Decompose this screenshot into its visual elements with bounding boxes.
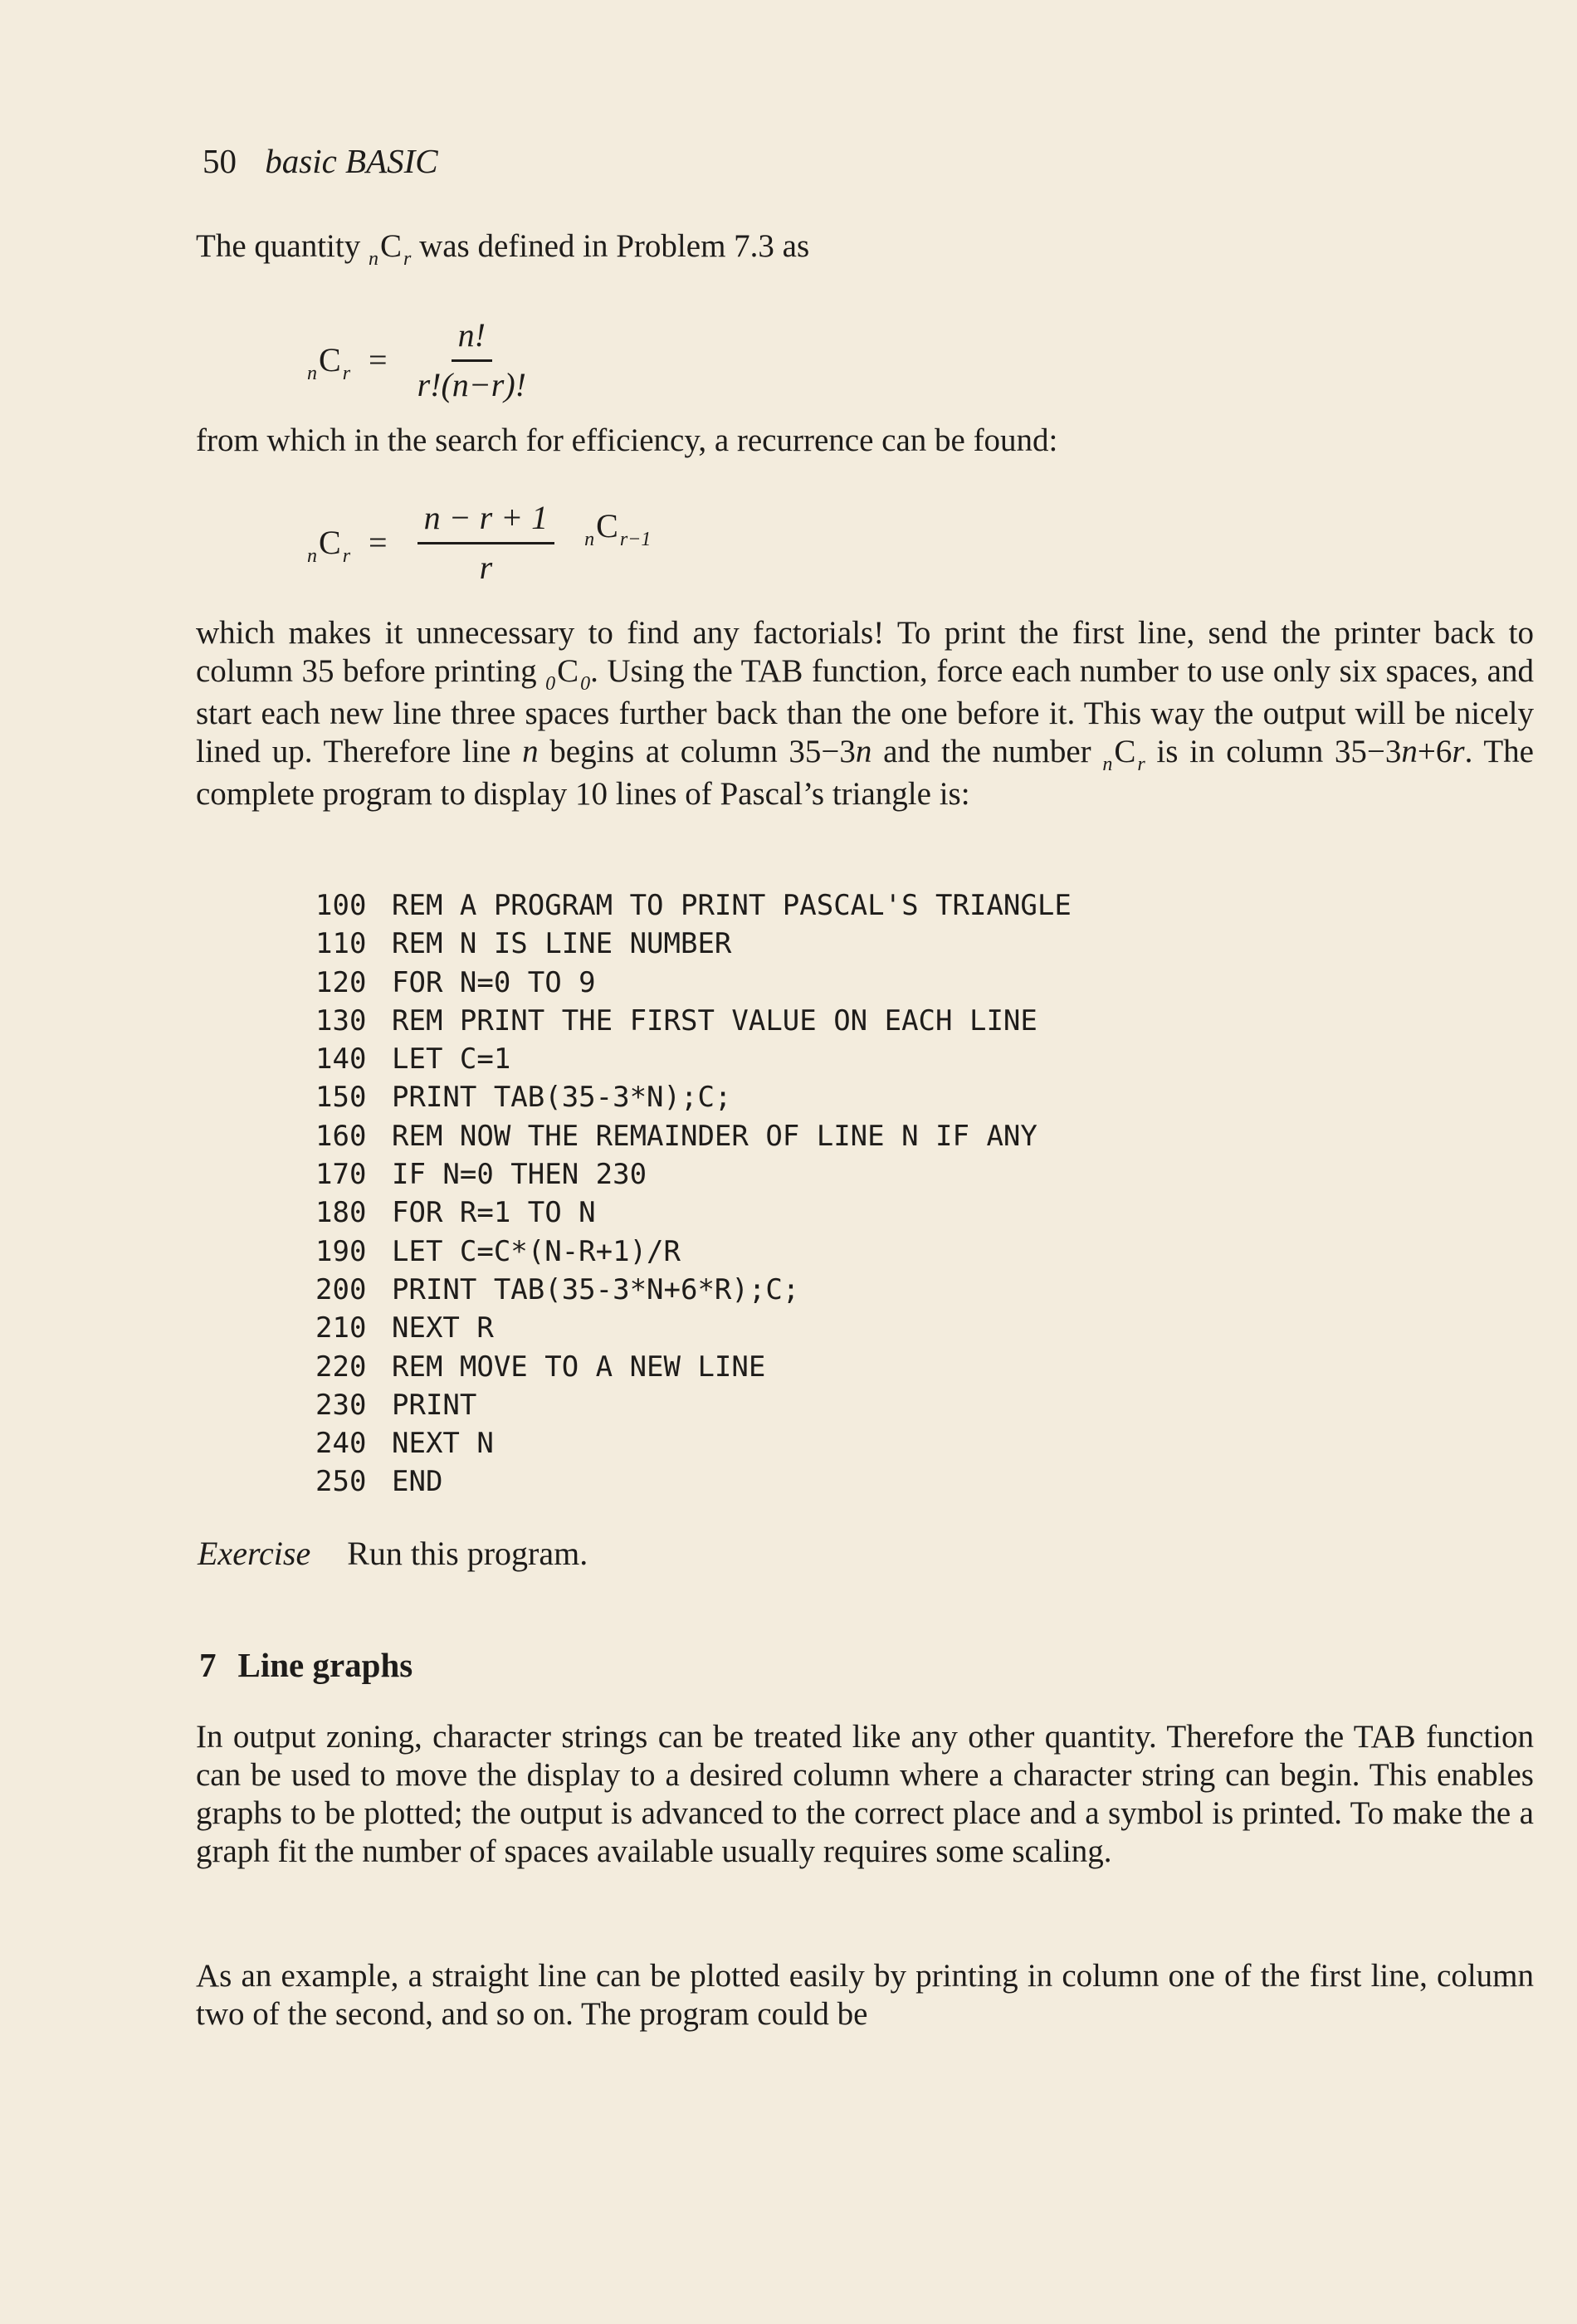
code-line [315, 1462, 1072, 1501]
formula-lhs [307, 523, 351, 567]
code-line [315, 1155, 1072, 1194]
line-number: 200 [315, 1272, 367, 1306]
code-line [315, 925, 1072, 963]
code-line [315, 964, 1072, 1002]
intro-paragraph [196, 227, 1534, 270]
line-number: 150 [315, 1081, 367, 1115]
exercise-label: Exercise [198, 1535, 311, 1572]
running-title: basic BASIC [265, 142, 438, 180]
code-line [315, 1117, 1072, 1155]
text-run: begins at column 35−3 [538, 734, 856, 769]
recurrence-formula [307, 498, 651, 587]
code-line [315, 1233, 1072, 1271]
term-pre: n [584, 529, 595, 550]
c0-c: C [557, 653, 579, 689]
text-run: . The complete program to display 10 lines of Pascal’s triangle is: [196, 734, 1534, 812]
code-line [315, 1078, 1072, 1116]
statement: PRINT [392, 1388, 477, 1422]
section-title: Line graphs [237, 1646, 413, 1684]
text-run: and the number [872, 734, 1103, 769]
line-number: 230 [315, 1388, 367, 1422]
statement: REM A PROGRAM TO PRINT PASCAL'S TRIANGLE [392, 889, 1072, 922]
statement: END [392, 1465, 443, 1499]
line-number: 240 [315, 1427, 367, 1461]
fraction [417, 498, 555, 587]
line-number: 110 [315, 927, 367, 961]
text-run: The quantity [196, 228, 369, 264]
ncr-c: C [379, 228, 402, 264]
ncr-symbol [369, 227, 411, 270]
example-paragraph: As an example, a straight line can be plotted easily by printing in column one of the first line, column two of the second, and so on. The program could be [196, 1958, 1534, 2032]
code-line [315, 1348, 1072, 1386]
text-run: . Using the TAB function, force each number to use only six spaces, and start each new line three spaces further back than the one before it. This way the output will be nicely lined up. Therefore line [196, 653, 1534, 769]
line-number: 220 [315, 1350, 367, 1384]
statement: LET C=1 [392, 1042, 511, 1077]
recurrence-term [584, 506, 652, 550]
section-number: 7 [199, 1646, 217, 1684]
var-r: r [1452, 734, 1465, 769]
statement: NEXT R [392, 1311, 494, 1345]
line-number: 160 [315, 1119, 367, 1153]
code-line [315, 1309, 1072, 1347]
denominator: r [479, 549, 493, 586]
line-number: 190 [315, 1234, 367, 1268]
text-run: is in column 35−3 [1145, 734, 1402, 769]
ncr-sub: r [403, 248, 412, 270]
line-number: 250 [315, 1465, 367, 1499]
lhs-c: C [319, 524, 341, 561]
statement: REM PRINT THE FIRST VALUE ON EACH LINE [392, 1003, 1038, 1038]
var-n: n [1401, 734, 1418, 769]
code-line [315, 1002, 1072, 1040]
recurrence-intro: from which in the search for efficiency, a recurrence can be found: [196, 422, 1058, 458]
statement: PRINT TAB(35-3*N);C; [392, 1081, 732, 1115]
code-line [315, 1271, 1072, 1309]
statement: FOR N=0 TO 9 [392, 965, 596, 999]
term-c: C [596, 507, 618, 544]
var-n: n [522, 734, 539, 769]
line-number: 140 [315, 1042, 367, 1077]
line-number: 130 [315, 1003, 367, 1038]
lhs-c: C [319, 341, 341, 378]
line-number: 180 [315, 1196, 367, 1230]
var-n: n [855, 734, 872, 769]
line-number: 170 [315, 1158, 367, 1192]
equals-sign: = [369, 524, 388, 561]
c0-pre: 0 [545, 673, 556, 695]
statement: REM NOW THE REMAINDER OF LINE N IF ANY [392, 1119, 1038, 1153]
exercise-note [198, 1534, 588, 1573]
c0-sub: 0 [580, 673, 591, 695]
numerator: n − r + 1 [417, 498, 555, 544]
ncr-pre: n [368, 248, 378, 270]
c0-symbol [545, 652, 590, 695]
statement: LET C=C*(N-R+1)/R [392, 1234, 681, 1268]
statement: REM MOVE TO A NEW LINE [392, 1350, 766, 1384]
lhs-sub: r [342, 363, 351, 384]
line-number: 100 [315, 889, 367, 922]
code-line [315, 1040, 1072, 1078]
fraction [417, 315, 526, 404]
exercise-text: Run this program. [347, 1535, 588, 1572]
statement: FOR R=1 TO N [392, 1196, 596, 1230]
statement: IF N=0 THEN 230 [392, 1158, 647, 1192]
code-line [315, 1194, 1072, 1232]
line-graphs-paragraph: In output zoning, character strings can be treated like any other quantity. Therefore the TAB function can be used to move the display to a desired column where a character string can begin. This enables graphs to be plotted; the output is advanced to the correct place and a symbol is printed. To make the a graph fit the number of spaces available usually requires some scaling. [196, 1719, 1534, 1869]
code-line [315, 1424, 1072, 1462]
equals-sign: = [369, 341, 388, 378]
text-run: was defined in Problem 7.3 as [411, 228, 810, 264]
text-run: which makes it unnecessary to find any factorials! To print the first line, send the printer back to column 35 before printing [196, 615, 1534, 689]
explanation-paragraph [196, 614, 1534, 813]
code-line [315, 1386, 1072, 1424]
section-heading [199, 1645, 413, 1685]
lhs-pre: n [307, 363, 317, 384]
statement: NEXT N [392, 1427, 494, 1461]
lhs-sub: r [342, 545, 351, 567]
basic-program-listing [315, 886, 1072, 1501]
ncr-symbol [1102, 733, 1145, 775]
formula-lhs [307, 340, 351, 384]
page-header [203, 141, 438, 181]
lhs-pre: n [307, 545, 317, 567]
code-line [315, 886, 1072, 925]
term-sub: r−1 [619, 529, 652, 550]
ncr-pre: n [1102, 754, 1113, 775]
statement: PRINT TAB(35-3*N+6*R);C; [392, 1272, 800, 1306]
ncr-c: C [1114, 734, 1136, 769]
text-run: +6 [1417, 734, 1452, 769]
denominator: r!(n−r)! [417, 366, 526, 403]
numerator: n! [452, 315, 492, 362]
line-number: 120 [315, 965, 367, 999]
line-number: 210 [315, 1311, 367, 1345]
combination-formula [307, 315, 526, 404]
page-number: 50 [203, 142, 237, 180]
ncr-sub: r [1137, 754, 1145, 775]
statement: REM N IS LINE NUMBER [392, 927, 732, 961]
